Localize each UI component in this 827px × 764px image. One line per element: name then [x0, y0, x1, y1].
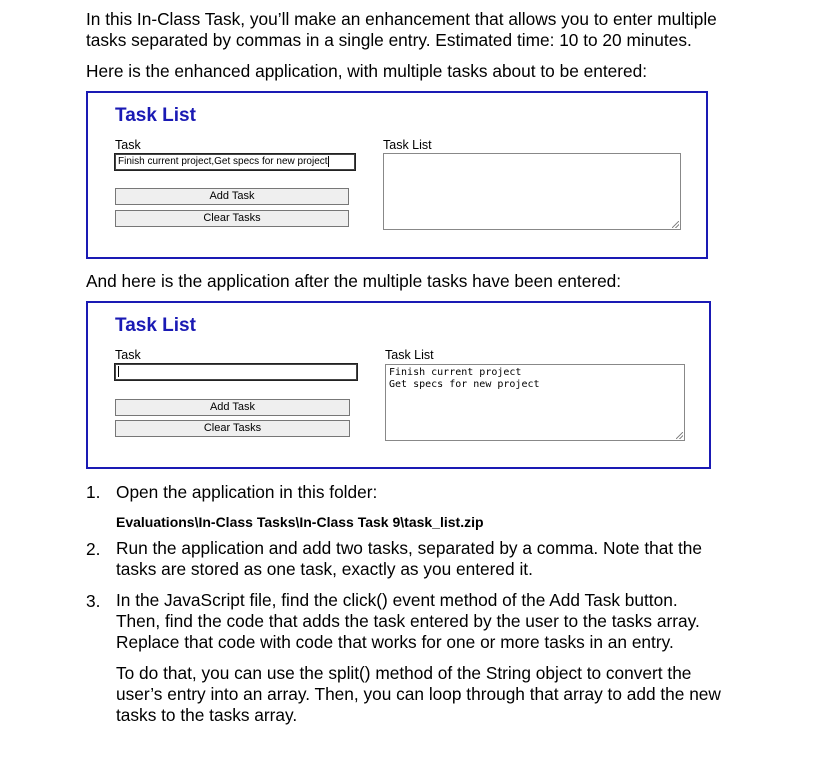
intro-paragraph	[86, 9, 717, 51]
before-caption: Here is the enhanced application, with multiple tasks about to be entered:	[86, 61, 648, 81]
clear-tasks-button[interactable]: Clear Tasks	[115, 210, 349, 227]
text-cursor	[118, 366, 119, 377]
clear-tasks-button[interactable]: Clear Tasks	[115, 420, 350, 437]
step-3-followup-line: tasks to the tasks array.	[116, 705, 298, 725]
step-3-followup	[116, 663, 776, 726]
add-task-button[interactable]: Add Task	[115, 399, 350, 416]
task-label: Task	[115, 348, 141, 362]
app-screenshot-before	[86, 91, 708, 259]
step-3-followup-line: To do that, you can use the split() method of the String object to convert the	[116, 663, 692, 683]
task-input[interactable]	[115, 364, 357, 380]
step-3-text	[116, 590, 776, 653]
intro-line-1: In this In-Class Task, you’ll make an enhancement that allows you to enter multiple	[86, 9, 717, 29]
step-2-text	[116, 538, 776, 580]
task-list-line: Get specs for new project	[389, 379, 540, 390]
folder-path: Evaluations\In-Class Tasks\In-Class Task 9\task_list.zip	[116, 514, 484, 530]
task-list-line: Finish current project	[389, 367, 522, 378]
task-list-label: Task List	[383, 138, 432, 152]
app-screenshot-after	[86, 301, 711, 469]
step-3-number: 3.	[86, 591, 101, 611]
task-list-textarea[interactable]	[383, 153, 681, 230]
task-list-label: Task List	[385, 348, 434, 362]
step-3-line: In the JavaScript file, find the click() event method of the Add Task button.	[116, 590, 678, 610]
task-input-value: Finish current project,Get specs for new project	[118, 156, 328, 167]
step-3-line: Then, find the code that adds the task entered by the user to the tasks array.	[116, 611, 700, 631]
step-2-line: Run the application and add two tasks, separated by a comma. Note that the	[116, 538, 702, 558]
step-2-number: 2.	[86, 539, 101, 559]
step-2-line: tasks are stored as one task, exactly as you entered it.	[116, 559, 533, 579]
intro-line-2: tasks separated by commas in a single entry. Estimated time: 10 to 20 minutes.	[86, 30, 692, 50]
add-task-button[interactable]: Add Task	[115, 188, 349, 205]
step-3-followup-line: user’s entry into an array. Then, you can loop through that array to add the new	[116, 684, 721, 704]
after-caption: And here is the application after the multiple tasks have been entered:	[86, 271, 622, 291]
task-input[interactable]	[115, 154, 355, 170]
step-1-number: 1.	[86, 482, 101, 502]
text-cursor	[328, 156, 329, 167]
step-1-text: Open the application in this folder:	[116, 482, 378, 502]
step-3-line: Replace that code with code that works for one or more tasks in an entry.	[116, 632, 674, 652]
resize-grip-icon[interactable]	[676, 432, 683, 439]
app-title: Task List	[115, 315, 196, 336]
resize-grip-icon[interactable]	[672, 221, 679, 228]
app-title: Task List	[115, 105, 196, 126]
task-label: Task	[115, 138, 141, 152]
task-list-textarea[interactable]	[385, 364, 685, 441]
